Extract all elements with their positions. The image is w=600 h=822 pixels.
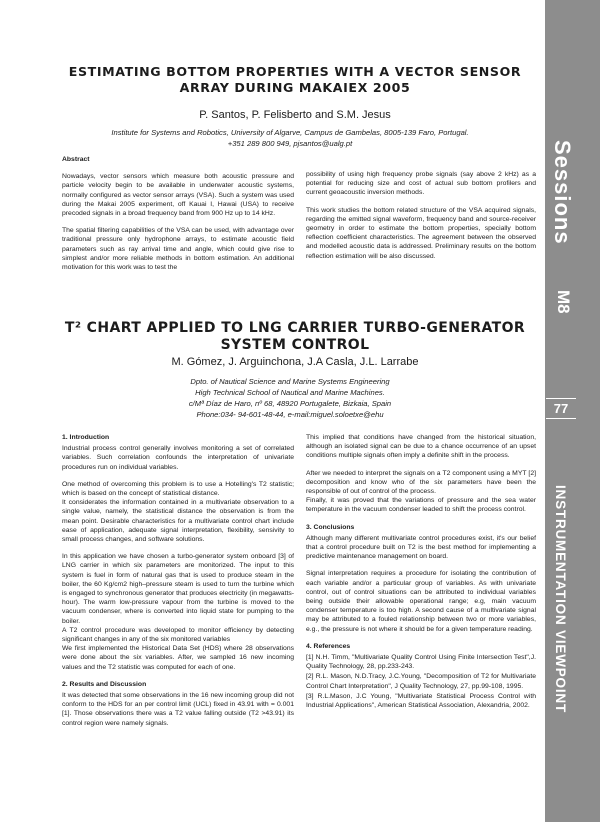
conclusions-heading: 3. Conclusions [306,523,355,531]
paper1-affiliation-line: Institute for Systems and Robotics, University of Algarve, Campus de Gambelas, 8005-139 Faro, Portugal. [111,128,469,137]
paragraph: It was detected that some observations in the 16 new incoming group did not conform to the HDS for an per control limit (UCL) fixed in 43.91 with = 0.001 [1]. Those observations there was a T2 value falling outside (T2 >43.91) its control region were namely signals. [62,692,294,727]
paragraph: Signal interpretation requires a procedure for isolating the contribution of each variable and/or a particular group of variables. As with univariate control, out of control situations can be attributed to individual variables being outside their allowable operational range; e.g, main vacuum condenser temperature is too high. A second cause of a multivariate signal may be attributed to a fouled relationship between two or more variables, e.g., the pressure is not where it should be for a given temperature reading. [306,570,536,633]
paragraph: In this application we have chosen a turbo-generator system onboard [3] of LNG carrier in which six parameters are monitorized. The input to this system is fuel in form of natural gas that is used to produce steam in the boiler, the 60 Kg/cm2 high–pressure steam is used to turn the turbine which is engaged to synchronous generator that produces electricity (in megawatts-hour). The warm low-pressure vapour from the turbine is moved to the vacuum condenser, where is converted into liquid state for pumping to the boiler. [62,553,294,625]
reference-item: [1] N.H. Timm, "Multivariate Quality Control Using Finite Intersection Test",J. Quality Technology, 28, pp.233-243. [306,654,536,671]
paragraph: This work studies the bottom related structure of the VSA acquired signals, regarding the emitted signal waveform, frequency band and source-receiver geometry in order to estimate the bottom properties, specially bottom reflection coefficient characteristics. The agreement between the observed and modelled acoustic data is addressed. Preliminary results on the bottom reflection estimation will be also discussed. [306,206,536,260]
paper1-authors: P. Santos, P. Felisberto and S.M. Jesus [199,109,391,121]
paragraph: Industrial process control generally involves monitoring a set of correlated variables. Such correlation confounds the interpretation of univariate procedures run on individual variables. [62,445,294,471]
paragraph: possibility of using high frequency probe signals (say above 2 kHz) as a potential for reducing size and cost of actual sub bottom profilers and current geoacoustic inversion methods. [306,171,536,197]
paragraph: Although many different multivariate control procedures exist, it's our belief that a control procedure built on T2 is the best method for implementing a predictive maintenance management on board. [306,534,536,561]
affiliation-line: Phone:034- 94-601-48-44, e-mail:miguel.soloetxe@ehu [196,410,384,419]
paragraph: Finally, it was proved that the variations of pressure and the sea water temperature in the vacuum condenser leaded to shift the process control. [306,497,536,514]
paper2-authors: M. Gómez, J. Arguinchona, J.A Casla, J.L. Larrabe [171,356,419,368]
introduction-heading: 1. Introduction [62,434,110,441]
section-label: INSTRUMENTATION VIEWPOINT [553,485,568,713]
paragraph: This implied that conditions have changed from the historical situation, although an isolated signal can be due to a chance occurrence of an upset conditions multiple signals often imply a definite shift in the process. [306,434,536,460]
paragraph: A T2 control procedure was developed to monitor efficiency by detecting significant changes in any of the six monitored variables [62,626,294,644]
paragraph: We first implemented the Historical Data Set (HDS) where 28 observations were done about the six variables. After, we sampled 16 new incoming values and the T2 statistic was computed for each of one. [62,645,294,671]
paper2-right-column [306,433,536,711]
paper1-right-column [306,170,536,269]
paragraph: The spatial filtering capabilities of the VSA can be used, with advantage over traditional pressure only hydrophone arrays, to estimate acoustic field parameters such as ray arrival time and angle, which could give rise to simplest and/or more reliable methods in bottom estimation. An additional motivation for this work was to test the [62,227,294,272]
affiliation-line: Dpto. of Nautical Science and Marine Systems Engineering [190,377,390,386]
paragraph: One method of overcoming this problem is to use a Hotelling's T2 statistic; which is based on the concept of statistical distance. [62,480,294,498]
paper1-affiliation [40,127,540,149]
affiliation-line: c/Mª Díaz de Haro, nº 68, 48920 Portugalete, Bizkaia, Spain [188,399,392,408]
paper2-title: T² CHART APPLIED TO LNG CARRIER TURBO-GENERATOR SYSTEM CONTROL [64,320,526,353]
sidebar-divider [541,0,545,822]
paragraph: It considerates the information contained in a multivariate observation to a single value, namely, the statistical distance the observation is from the mean point. Desirable characteristics for a multivariate control chart include ease of application, adequate signal interpretation, flexibility, sensivity to small process changes, and software solutions. [62,499,294,544]
session-code: M8 [554,290,573,314]
paragraph: After we needed to interpret the signals on a T2 component using a MYT [2] decomposition and know who of the six parameters have been the responsible of out of control of the process. [306,469,536,496]
paper2-left-column [62,433,294,736]
references-heading: 4. References [306,642,351,650]
affiliation-line: High Technical School of Nautical and Marine Machines. [195,388,385,397]
paper1-title: ESTIMATING BOTTOM PROPERTIES WITH A VECTOR SENSOR ARRAY DURING MAKAIEX 2005 [68,64,522,95]
page-number: 77 [546,398,576,419]
paper1-contact-line: +351 289 800 949, pjsantos@ualg.pt [227,139,353,148]
sessions-label: Sessions [550,140,575,245]
results-heading: 2. Results and Discussion [62,680,147,688]
reference-item: [2] R.L. Mason, N.D.Tracy, J.C.Young, "Decomposition of T2 for Multivariate Control Chart Interpretation", J Quality Technology, 27, pp.99-108, 1995. [306,673,536,690]
reference-item: [3] R.L.Mason, J.C Young, "Multivariate Statistical Process Control with Industrial Applications", American Statistical Association, Alexandria, 2002. [306,692,536,710]
abstract-heading: Abstract [62,156,90,163]
paper1-left-column [62,155,294,280]
paragraph: Nowadays, vector sensors which measure both acoustic pressure and particle velocity begin to be available in underwater acoustic systems, normally configured as vector sensor arrays (VSA). Such a system was used during the Makai 2005 experiment, off Kauai I, Hawai (USA) to receive precoded signals in a broad frequency band from 900 Hz up to 14 kHz. [62,173,294,218]
paper2-affiliation [40,376,540,420]
